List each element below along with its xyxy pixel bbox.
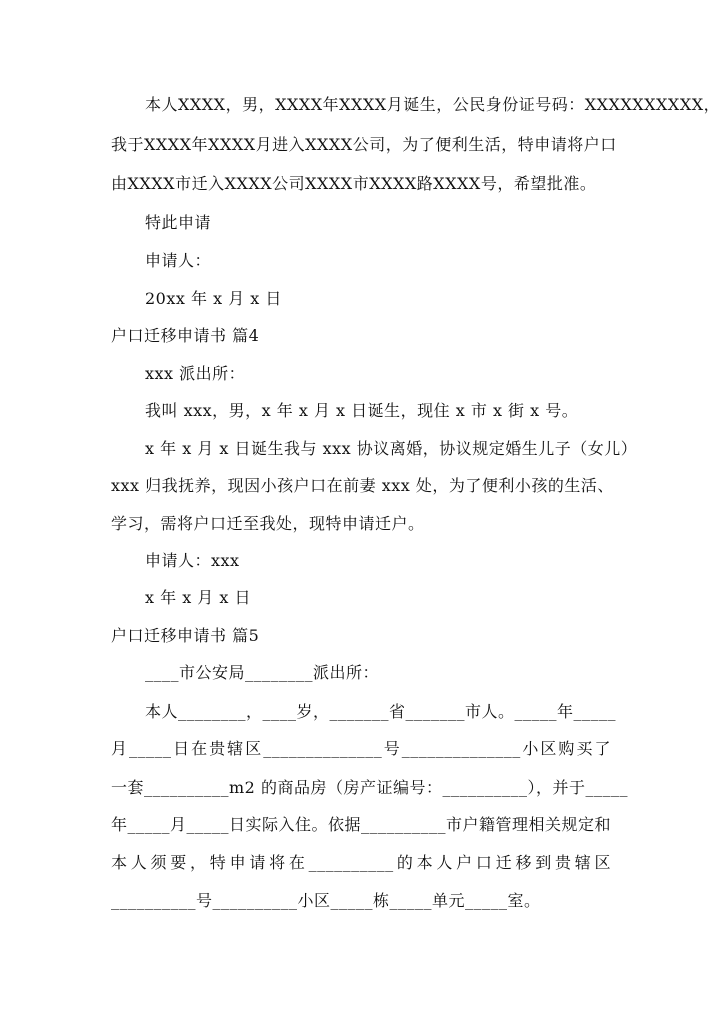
section-heading-4: 户口迁移申请书 篇4: [111, 326, 260, 345]
section4-line-1: 我叫 xxx，男，x 年 x 月 x 日诞生，现住 x 市 x 街 x 号。: [145, 401, 579, 420]
addressee-5: ____市公安局________派出所：: [145, 663, 380, 682]
addressee-4: xxx 派出所：: [145, 364, 246, 383]
section4-line-3: xxx 归我抚养，现因小孩户口在前妻 xxx 处，为了便利小孩的生活、: [111, 476, 614, 495]
section5-line-4: 年_____月_____日实际入住。依据__________市户籍管理相关规定和: [111, 815, 612, 834]
section5-line-2: 月_____日在贵辖区______________号______________小区购买了: [111, 739, 611, 758]
paragraph-line-1: 本人XXXX，男，XXXX年XXXX月诞生，公民身份证号码：XXXXXXXXXX，: [145, 95, 720, 114]
section5-line-5: 本人须要，特申请将在__________的本人户口迁移到贵辖区: [111, 853, 611, 872]
date-line: 20xx 年 x 月 x 日: [145, 289, 282, 308]
paragraph-line-3: 由XXXX市迁入XXXX公司XXXX市XXXX路XXXX号，希望批准。: [111, 174, 597, 193]
special-request: 特此申请: [145, 213, 212, 232]
section-heading-5: 户口迁移申请书 篇5: [111, 626, 260, 645]
paragraph-line-2: 我于XXXX年XXXX月进入XXXX公司，为了便利生活，特申请将户口: [111, 135, 617, 154]
applicant-4: 申请人：xxx: [145, 551, 240, 570]
section5-line-3: 一套__________m2 的商品房（房产证编号：__________），并于_____: [111, 778, 628, 797]
section5-line-6: __________号__________小区_____栋_____单元_____室。: [111, 891, 541, 910]
section4-line-4: 学习，需将户口迁至我处，现特申请迁户。: [111, 514, 425, 533]
section4-line-2: x 年 x 月 x 日诞生我与 xxx 协议离婚，协议规定婚生儿子（女儿）: [145, 439, 638, 458]
applicant-label: 申请人：: [145, 251, 212, 270]
date-4: x 年 x 月 x 日: [145, 588, 252, 607]
section5-line-1: 本人________，____岁，_______省_______市人。_____年_____: [145, 702, 617, 721]
